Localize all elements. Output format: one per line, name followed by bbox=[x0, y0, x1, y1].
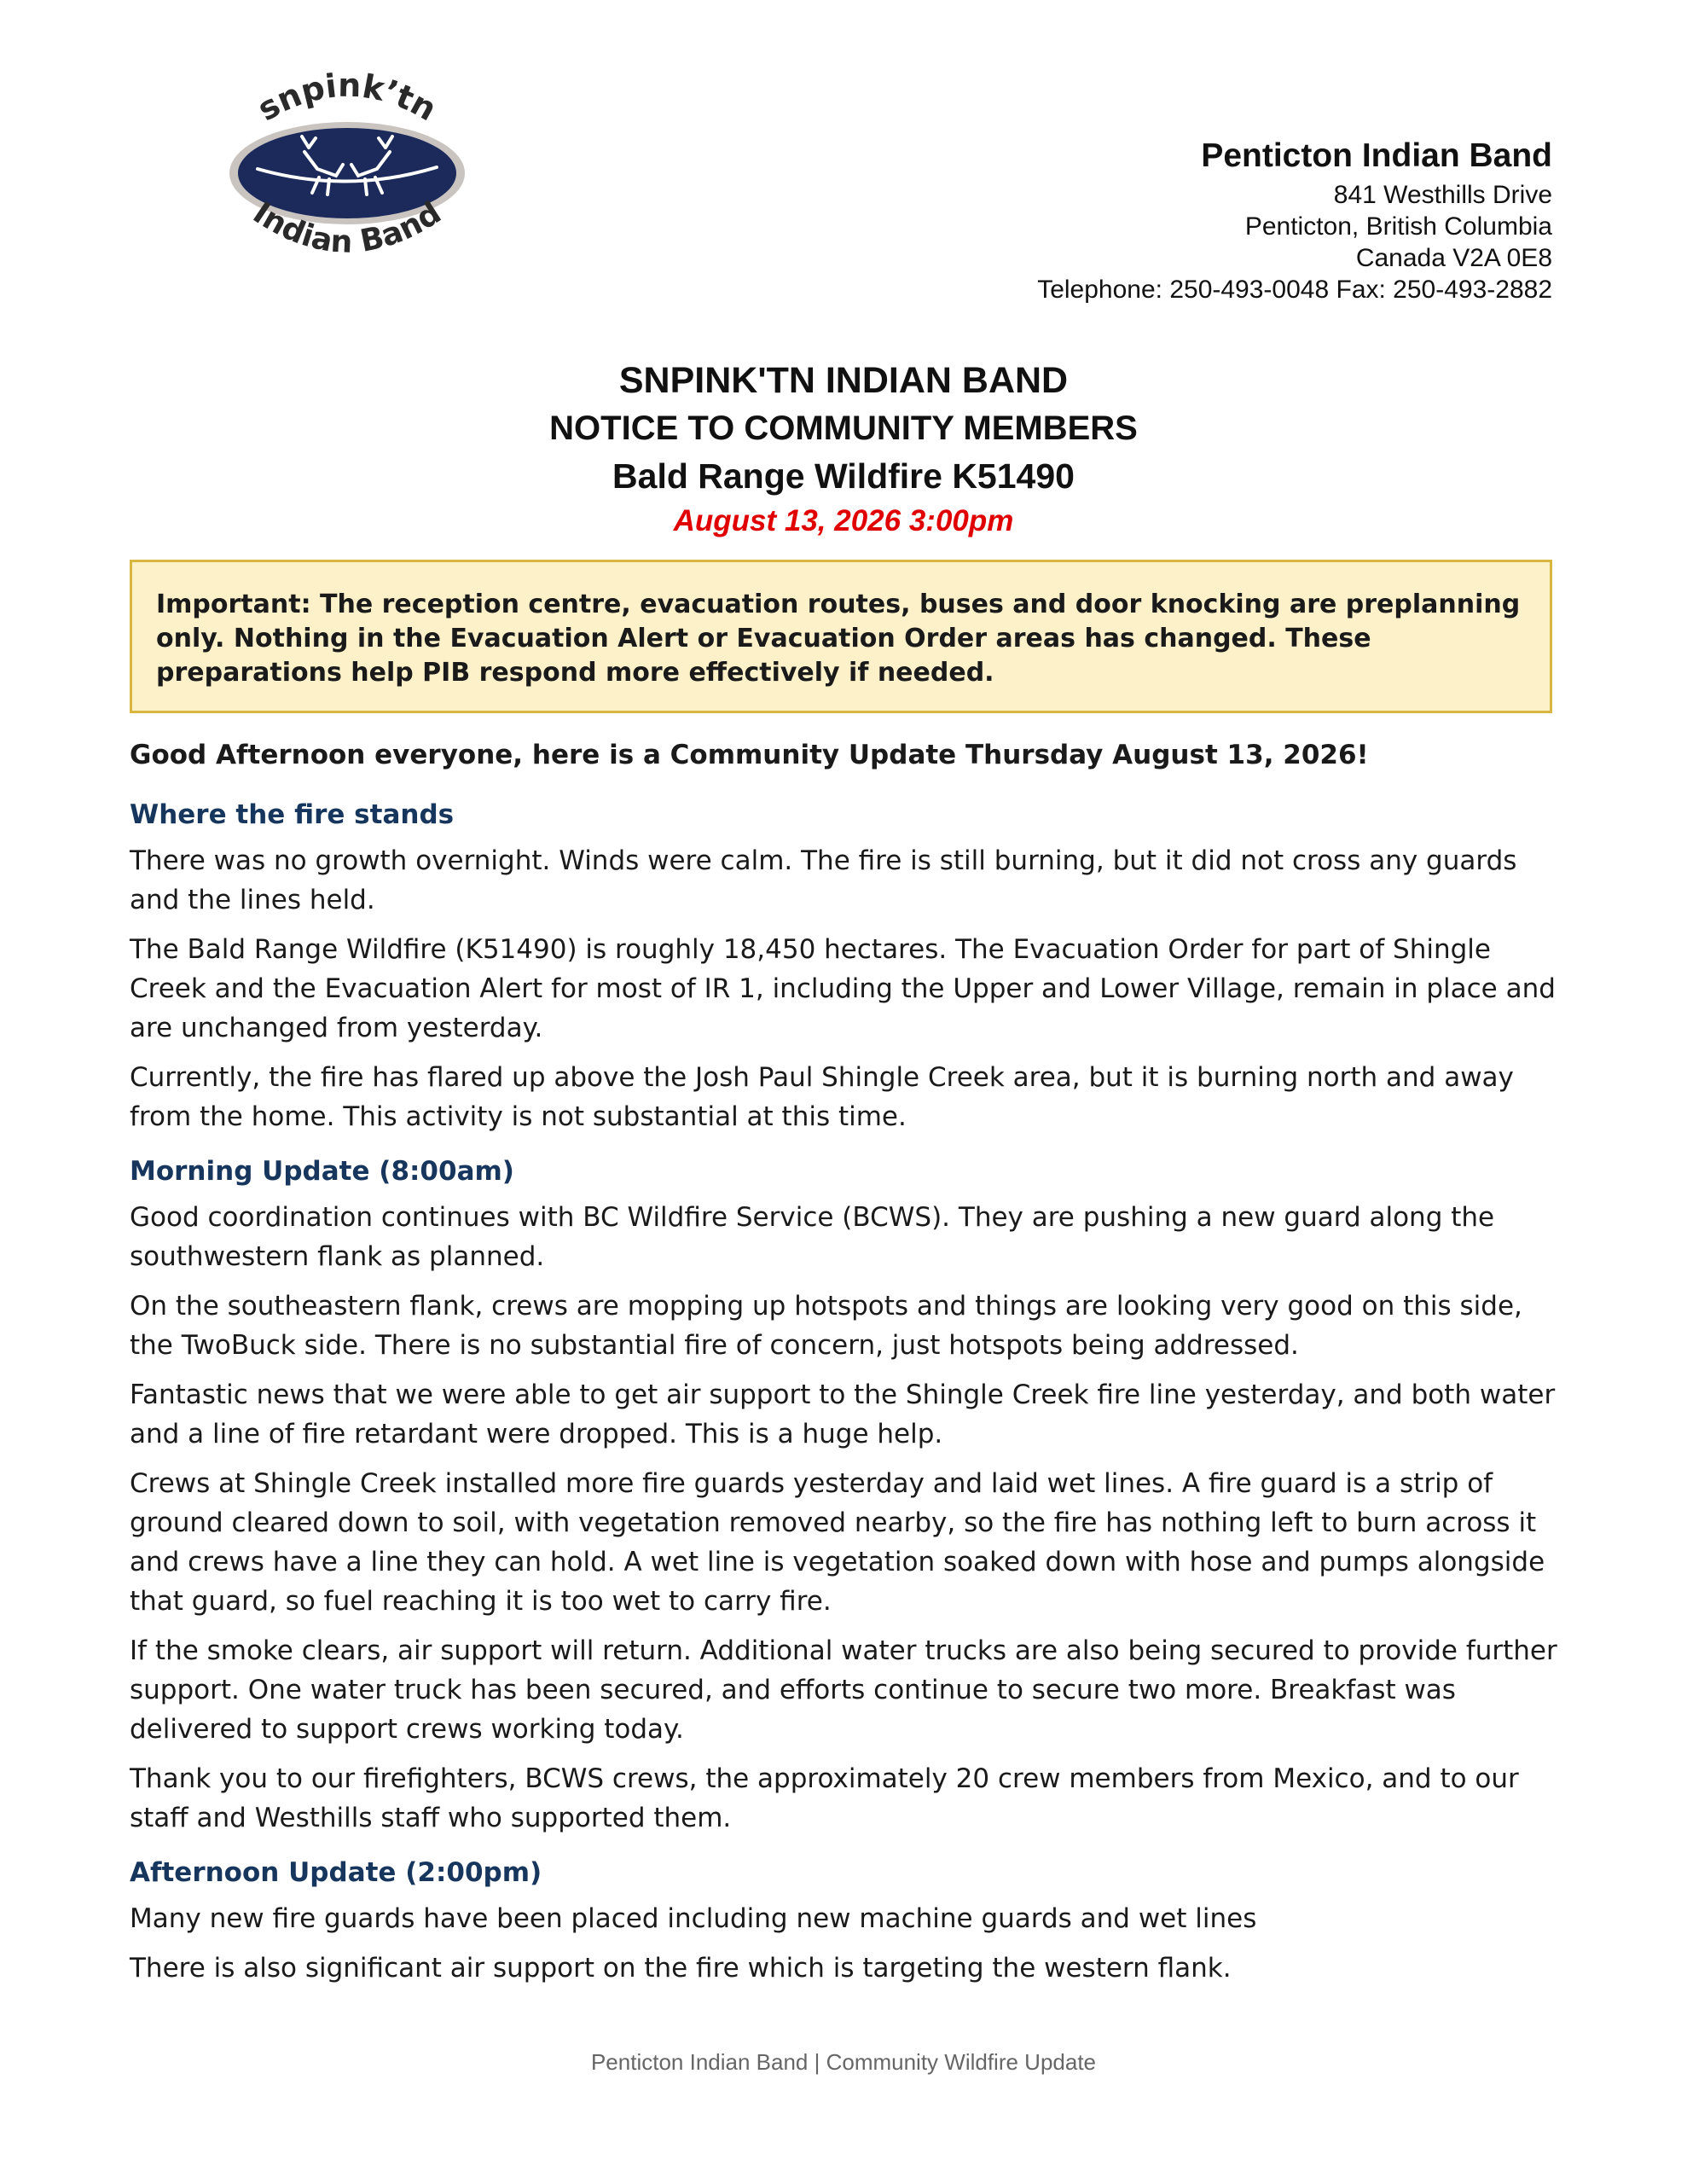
notice-title bbox=[0, 357, 1687, 543]
paragraph: Currently, the fire has flared up above the Josh Paul Shingle Creek area, but it is burning north and away from the home. This activity is not substantial at this time. bbox=[130, 1062, 1514, 1132]
title-band-name: SNPINK'TN INDIAN BAND bbox=[618, 360, 1069, 401]
svg-text:snpink’tn bbox=[252, 67, 443, 128]
paragraph: Good coordination continues with BC Wildfire Service (BCWS). They are pushing a new guard along the southwestern flank as planned. bbox=[130, 1202, 1495, 1272]
paragraph: On the southeastern flank, crews are mopping up hotspots and things are looking very good on this side, the TwoBuck side. There is no substantial fire of concern, just hotspots being addressed. bbox=[130, 1291, 1522, 1361]
notice-body bbox=[130, 735, 1562, 2003]
alert-text: Important: The reception centre, evacuation routes, buses and door knocking are preplanning only. Nothing in the Evacuation Alert or Evacuation Order areas has changed. These preparations help PIB respond more effectively if needed. bbox=[156, 590, 1521, 688]
section-fire-status bbox=[130, 795, 1562, 1136]
greeting: Good Afternoon everyone, here is a Community Update Thursday August 13, 2026! bbox=[130, 740, 1369, 770]
paragraph: There was no growth overnight. Winds were calm. The fire is still burning, but it did not cross any guards and the lines held. bbox=[130, 845, 1517, 915]
letterhead-address bbox=[1037, 136, 1552, 305]
org-name: Penticton Indian Band bbox=[1201, 137, 1552, 174]
logo-bottom-text: Indian Band bbox=[246, 195, 448, 260]
paragraph: Thank you to our firefighters, BCWS crews, the approximately 20 crew members from Mexico, and to our staff and Westhills staff who supported them. bbox=[130, 1763, 1519, 1833]
page-footer: Penticton Indian Band | Community Wildfire Update bbox=[590, 2049, 1097, 2075]
important-alert-box bbox=[130, 560, 1552, 713]
band-logo bbox=[223, 67, 471, 271]
section-morning-update bbox=[130, 1152, 1562, 1838]
paragraph: Many new fire guards have been placed including new machine guards and wet lines bbox=[130, 1903, 1257, 1934]
section-heading: Afternoon Update (2:00pm) bbox=[130, 1857, 542, 1888]
logo-top-text: snpink’tn bbox=[251, 67, 443, 129]
section-heading: Where the fire stands bbox=[130, 799, 455, 830]
section-afternoon-update bbox=[130, 1853, 1562, 1988]
paragraph: If the smoke clears, air support will return. Additional water trucks are also being secured to provide further support. One water truck has been secured, and efforts continue to secure two more. Breakfast was delivered to support crews working today. bbox=[130, 1635, 1557, 1745]
paragraph: There is also significant air support on the fire which is targeting the western flank. bbox=[130, 1953, 1232, 1984]
address-country: Canada V2A 0E8 bbox=[1355, 244, 1552, 272]
section-heading: Morning Update (8:00am) bbox=[130, 1156, 514, 1187]
address-city: Penticton, British Columbia bbox=[1244, 212, 1552, 241]
notice-date: August 13, 2026 3:00pm bbox=[673, 504, 1014, 537]
address-phone-fax: Telephone: 250-493-0048 Fax: 250-493-2882 bbox=[1037, 276, 1552, 304]
paragraph: The Bald Range Wildfire (K51490) is roughly 18,450 hectares. The Evacuation Order for part of Shingle Creek and the Evacuation Alert for most of IR 1, including the Upper and Lower Village, remain in place and are unchanged from yesterday. bbox=[130, 934, 1556, 1043]
paragraph: Fantastic news that we were able to get air support to the Shingle Creek fire line yesterday, and both water and a line of fire retardant were dropped. This is a huge help. bbox=[130, 1380, 1556, 1449]
paragraph: Crews at Shingle Creek installed more fire guards yesterday and laid wet lines. A fire guard is a strip of ground cleared down to soil, with vegetation removed nearby, so the fire has nothing left to burn across it and crews have a line they can hold. A wet line is vegetation soaked down with hose and pumps alongside that guard, so fuel reaching it is too wet to carry fire. bbox=[130, 1468, 1545, 1617]
title-wildfire: Bald Range Wildfire K51490 bbox=[612, 456, 1075, 496]
title-notice: NOTICE TO COMMUNITY MEMBERS bbox=[549, 410, 1138, 447]
address-street: 841 Westhills Drive bbox=[1333, 181, 1552, 209]
